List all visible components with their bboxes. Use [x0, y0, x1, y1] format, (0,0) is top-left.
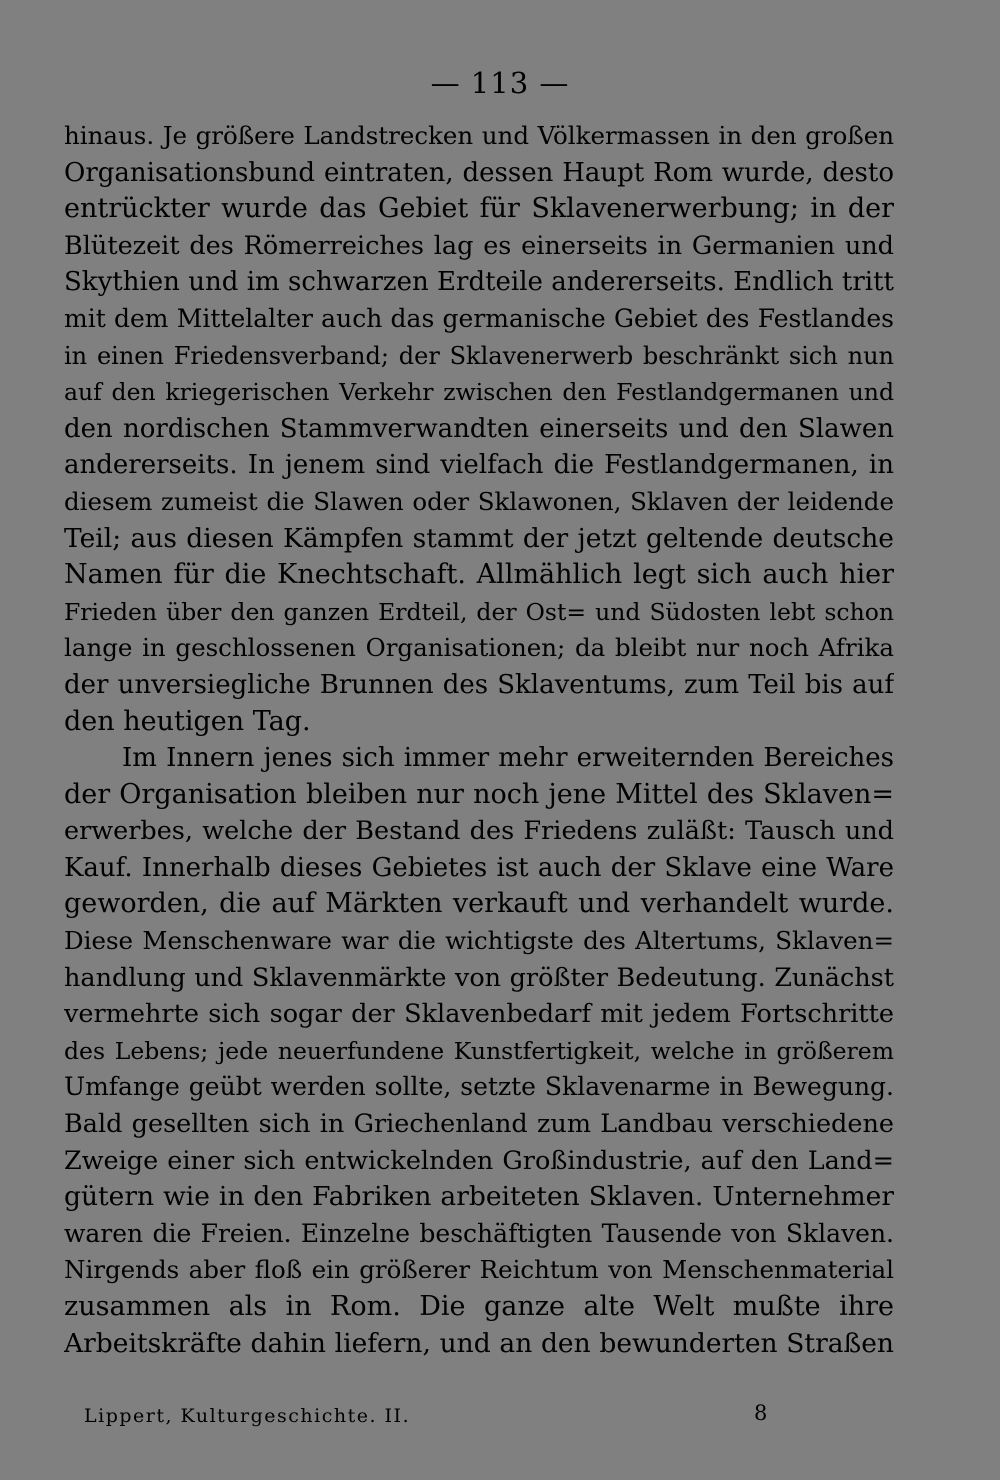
- text-line: des Lebens; jede neuerfundene Kunstfertigkeit, welche in größerem: [64, 1036, 894, 1065]
- text-line: den heutigen Tag.: [64, 705, 311, 737]
- text-line: auf den kriegerischen Verkehr zwischen den Festlandgermanen und: [64, 378, 894, 407]
- text-line: der unversiegliche Brunnen des Sklaventums, zum Teil bis auf: [64, 669, 894, 700]
- body-text: [64, 118, 894, 1362]
- text-line: andererseits. In jenem sind vielfach die Festlandgermanen, in: [64, 450, 894, 481]
- text-line: Diese Menschenware war die wichtigste des Altertums, Sklaven=: [64, 926, 894, 956]
- text-line: Frieden über den ganzen Erdteil, der Ost= und Südosten lebt schon: [64, 597, 894, 626]
- text-line: der Organisation bleiben nur noch jene Mittel des Sklaven=: [64, 778, 894, 810]
- text-line: Umfange geübt werden sollte, setzte Sklavenarme in Bewegung.: [64, 1072, 894, 1102]
- text-line: diesem zumeist die Slawen oder Sklawonen, Sklaven der leidende: [64, 486, 894, 516]
- paragraph-1: [64, 118, 894, 740]
- text-line: Teil; aus diesen Kämpfen stammt der jetzt geltende deutsche: [64, 522, 894, 554]
- text-line: lange in geschlossenen Organisationen; da bleibt nur noch Afrika: [64, 633, 894, 663]
- text-line: entrückter wurde das Gebiet für Sklavenerwerbung; in der: [64, 193, 894, 225]
- text-line: zusammen als in Rom. Die ganze alte Welt mußte ihre: [64, 1291, 894, 1322]
- signature-line: Lippert, Kulturgeschichte. II.: [84, 1405, 411, 1427]
- text-line: vermehrte sich sogar der Sklavenbedarf mit jedem Fortschritte: [64, 999, 894, 1030]
- text-line: Blütezeit des Römerreiches lag es einerseits in Germanien und: [64, 230, 894, 261]
- text-line: Bald gesellten sich in Griechenland zum Landbau verschiedene: [64, 1109, 894, 1140]
- sheet-mark: 8: [754, 1401, 768, 1425]
- text-line: mit dem Mittelalter auch das germanische Gebiet des Festlandes: [64, 303, 894, 333]
- text-line: handlung und Sklavenmärkte von größter Bedeutung. Zunächst: [64, 962, 894, 993]
- text-line: gütern wie in den Fabriken arbeiteten Sklaven. Unternehmer: [64, 1181, 894, 1213]
- text-line: Nirgends aber floß ein größerer Reichtum von Menschenmaterial: [64, 1255, 894, 1285]
- text-line: hinaus. Je größere Landstrecken und Völkermassen in den großen: [64, 121, 894, 150]
- paragraph-2: [64, 740, 894, 1362]
- text-line: Skythien und im schwarzen Erdteile andererseits. Endlich tritt: [64, 267, 894, 298]
- page-number: — 113 —: [430, 66, 570, 100]
- page-footer: [64, 1401, 894, 1435]
- text-line: in einen Friedensverband; der Sklavenerwerb beschränkt sich nun: [64, 341, 894, 370]
- text-line: erwerbes, welche der Bestand des Friedens zuläßt: Tausch und: [64, 816, 894, 847]
- text-line: Arbeitskräfte dahin liefern, und an den bewunderten Straßen: [64, 1327, 894, 1359]
- text-line: Namen für die Knechtschaft. Allmählich legt sich auch hier: [64, 559, 894, 591]
- text-line: den nordischen Stammverwandten einerseits und den Slawen: [64, 413, 894, 444]
- text-line: Organisationsbund eintraten, dessen Haupt Rom wurde, desto: [64, 157, 894, 188]
- text-line: waren die Freien. Einzelne beschäftigten Tausende von Sklaven.: [64, 1218, 894, 1248]
- text-line: geworden, die auf Märkten verkauft und verhandelt wurde.: [64, 888, 894, 920]
- text-line: Kauf. Innerhalb dieses Gebietes ist auch der Sklave eine Ware: [64, 852, 894, 883]
- text-line: Im Innern jenes sich immer mehr erweiternden Bereiches: [122, 743, 894, 774]
- text-line: Zweige einer sich entwickelnden Großindustrie, auf den Land=: [64, 1145, 894, 1176]
